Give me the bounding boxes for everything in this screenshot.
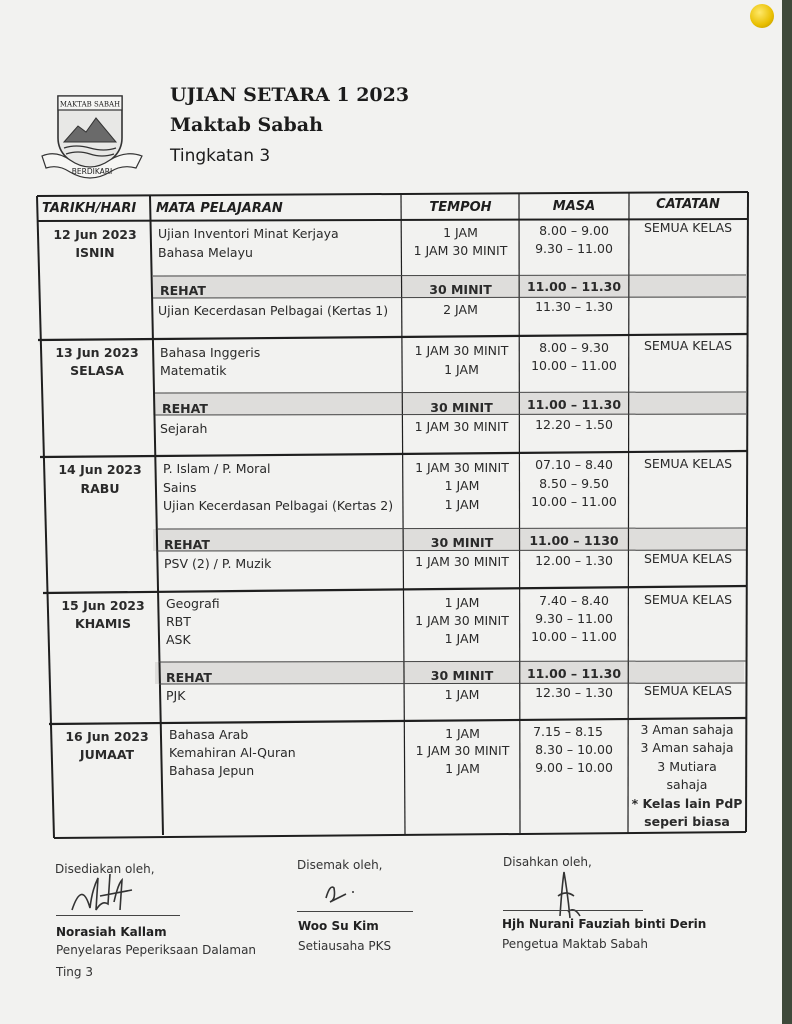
break-time: 11.00 – 11.30: [526, 397, 622, 412]
signature-caption: Disediakan oleh,: [55, 862, 155, 876]
col-header-duration: TEMPOH: [429, 200, 492, 215]
day-date: 16 Jun 2023: [65, 729, 149, 744]
note: 3 Aman sahaja: [640, 740, 734, 755]
day-date: 12 Jun 2023: [53, 227, 137, 242]
note: 3 Aman sahaja: [640, 722, 734, 737]
footnote: * Kelas lain PdP: [631, 796, 743, 811]
subject: Sejarah: [160, 421, 208, 436]
subject: Kemahiran Al-Quran: [169, 745, 296, 760]
subject: ASK: [166, 632, 191, 647]
time: 9.30 – 11.00: [535, 611, 613, 626]
day-name: KHAMIS: [75, 616, 131, 631]
duration: 1 JAM 30 MINIT: [415, 554, 509, 569]
duration: 1 JAM: [444, 631, 480, 646]
time: 12.00 – 1.30: [535, 553, 613, 568]
break-time: 11.00 – 11.30: [526, 666, 622, 681]
subject: Bahasa Melayu: [158, 245, 253, 260]
handwritten-signature: [62, 870, 142, 920]
day-name: RABU: [80, 481, 120, 496]
time: 9.30 – 11.00: [535, 241, 613, 256]
time: 07.10 – 8.40: [535, 457, 613, 472]
time: 12.20 – 1.50: [535, 417, 613, 432]
break-label: REHAT: [164, 537, 210, 552]
time: 8.50 – 9.50: [539, 476, 609, 491]
signatory-name: Norasiah Kallam: [56, 925, 167, 939]
time: 10.00 – 11.00: [531, 358, 617, 373]
note: SEMUA KELAS: [643, 338, 733, 353]
subject: Ujian Inventori Minat Kerjaya: [158, 226, 339, 241]
time: 9.00 – 10.00: [535, 760, 613, 775]
subject: PSV (2) / P. Muzik: [164, 556, 272, 571]
duration: 1 JAM: [444, 595, 480, 610]
break-time: 11.00 – 1130: [529, 533, 619, 548]
day-date: 14 Jun 2023: [58, 462, 142, 477]
col-header-time: MASA: [552, 199, 596, 214]
duration: 1 JAM 30 MINIT: [415, 613, 509, 628]
duration: 1 JAM: [444, 687, 480, 702]
time: 8.00 – 9.30: [539, 340, 609, 355]
subject: Bahasa Inggeris: [160, 345, 261, 360]
day-date: 15 Jun 2023: [61, 598, 145, 613]
day-date: 13 Jun 2023: [55, 345, 139, 360]
subject: Ujian Kecerdasan Pelbagai (Kertas 2): [163, 498, 394, 513]
time: 8.30 – 10.00: [535, 742, 613, 757]
duration: 1 JAM 30 MINIT: [414, 343, 509, 358]
exam-title: UJIAN SETARA 1 2023: [170, 84, 410, 106]
signatory-role: Setiausaha PKS: [298, 939, 392, 953]
note: SEMUA KELAS: [643, 592, 733, 607]
break-duration: 30 MINIT: [429, 282, 492, 297]
day-name: ISNIN: [75, 245, 115, 260]
duration: 1 JAM: [444, 478, 480, 493]
subject: Ujian Kecerdasan Pelbagai (Kertas 1): [158, 303, 389, 318]
subject: Geografi: [166, 596, 220, 611]
signatory-name: Woo Su Kim: [298, 919, 379, 933]
handwritten-signature: [320, 878, 370, 908]
break-label: REHAT: [166, 670, 212, 685]
note: SEMUA KELAS: [643, 456, 733, 471]
break-label: REHAT: [162, 401, 208, 416]
subject: RBT: [166, 614, 191, 629]
signatory-role: Pengetua Maktab Sabah: [502, 937, 648, 951]
signature-line: [56, 915, 180, 916]
col-header-subject: MATA PELAJARAN: [156, 201, 283, 216]
signature-line: [503, 910, 643, 911]
note: SEMUA KELAS: [643, 551, 733, 566]
day-name: SELASA: [70, 363, 124, 378]
subject: Bahasa Arab: [169, 727, 249, 742]
col-header-date: TARIKH/HARI: [42, 201, 137, 216]
duration: 1 JAM 30 MINIT: [414, 419, 509, 434]
subject: PJK: [166, 688, 186, 703]
signatory-name: Hjh Nurani Fauziah binti Derin: [502, 917, 707, 931]
footnote: seperi biasa: [644, 814, 730, 829]
break-time: 11.00 – 11.30: [526, 279, 622, 294]
break-label: REHAT: [160, 283, 206, 298]
break-duration: 30 MINIT: [430, 535, 494, 550]
duration: 1 JAM: [444, 362, 479, 377]
logo-top-text: MAKTAB SABAH: [59, 100, 121, 109]
subject: Sains: [163, 480, 197, 495]
subject: Matematik: [160, 363, 227, 378]
duration: 1 JAM 30 MINIT: [413, 243, 508, 258]
break-duration: 30 MINIT: [430, 400, 493, 415]
time: 8.00 – 9.00: [539, 223, 609, 238]
time: 10.00 – 11.00: [531, 494, 617, 509]
signature-caption: Disahkan oleh,: [503, 855, 592, 869]
subject: P. Islam / P. Moral: [163, 461, 271, 476]
note: 3 Mutiara: [657, 759, 717, 774]
signature-line: [297, 911, 413, 912]
duration: 2 JAM: [443, 302, 478, 317]
col-header-notes: CATATAN: [656, 197, 720, 212]
duration: 1 JAM: [443, 225, 478, 240]
time: 11.30 – 1.30: [535, 299, 613, 314]
time: 7.40 – 8.40: [539, 593, 609, 608]
time: 10.00 – 11.00: [531, 629, 617, 644]
note: SEMUA KELAS: [643, 683, 733, 698]
signature-caption: Disemak oleh,: [297, 858, 383, 872]
time: 7.15 – 8.15: [533, 724, 603, 739]
school-name: Maktab Sabah: [170, 114, 323, 136]
time: 12.30 – 1.30: [535, 685, 613, 700]
form-level: Tingkatan 3: [170, 146, 271, 166]
duration: 1 JAM: [445, 726, 480, 741]
duration: 1 JAM 30 MINIT: [415, 743, 510, 758]
duration: 1 JAM 30 MINIT: [415, 460, 509, 475]
note: sahaja: [666, 777, 708, 792]
break-duration: 30 MINIT: [430, 668, 494, 683]
day-name: JUMAAT: [79, 747, 135, 762]
signatory-role: Penyelaras Peperiksaan Dalaman: [56, 943, 257, 957]
signatory-role-line2: Ting 3: [56, 965, 93, 979]
logo-motto: BERDIKARI: [71, 167, 113, 176]
note: SEMUA KELAS: [643, 220, 733, 235]
duration: 1 JAM: [444, 497, 480, 512]
duration: 1 JAM: [445, 761, 480, 776]
subject: Bahasa Jepun: [169, 763, 255, 778]
